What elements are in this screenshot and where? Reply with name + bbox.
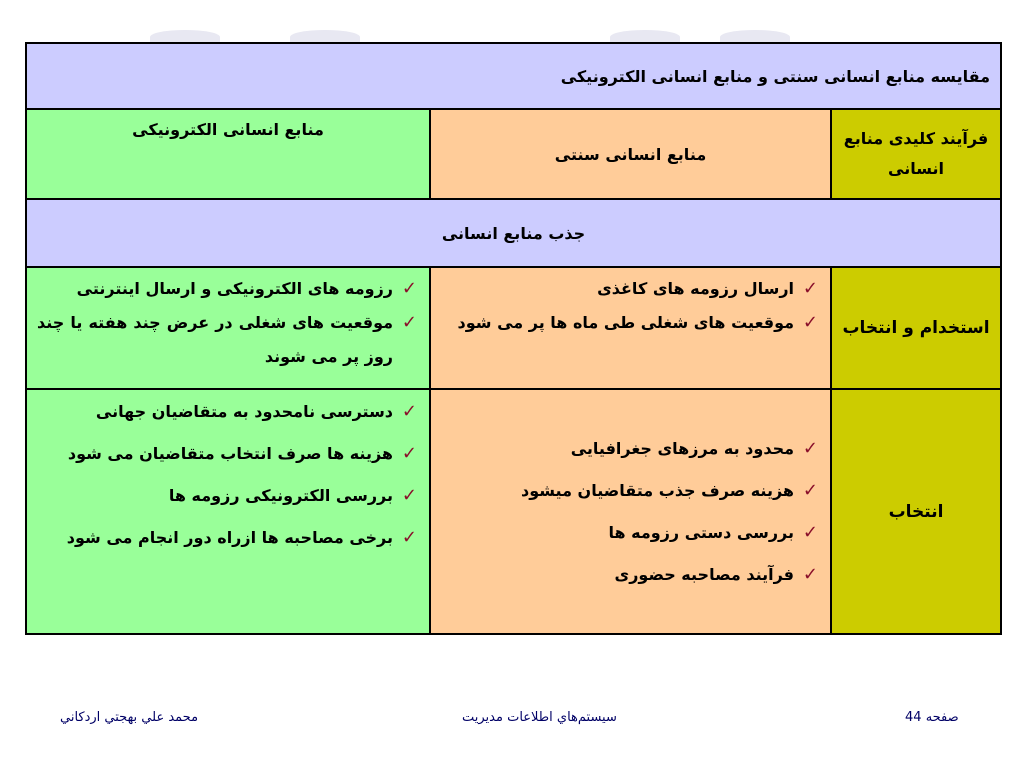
list-item-text: هزینه صرف جذب متقاضیان میشود [521,480,795,500]
electronic-cell [26,267,430,389]
checkmark-icon: ✓ [802,278,819,299]
row-key-cell: انتخاب [831,389,1001,634]
comparison-table [25,42,1002,635]
list-item [37,394,419,430]
checkmark-icon: ✓ [802,521,819,543]
checkmark-icon: ✓ [802,479,819,501]
checkmark-icon: ✓ [401,401,418,422]
list-item [37,272,419,306]
checkmark-icon: ✓ [401,443,418,464]
section-row [26,199,1001,267]
section-title: جذب منابع انسانی [26,199,1001,267]
checkmark-icon: ✓ [802,563,819,585]
checkmark-icon: ✓ [802,437,819,459]
checkmark-icon: ✓ [401,485,418,506]
header-electronic: منابع انسانی الکترونیکی [26,109,430,199]
list-item-text: بررسی دستی رزومه ها [608,522,795,542]
list-item-text: ارسال رزومه های کاغذی [597,279,795,298]
list-item [441,470,820,512]
checkmark-icon: ✓ [401,527,418,548]
checkmark-icon: ✓ [802,312,819,333]
electronic-cell [26,389,430,634]
checkmark-icon: ✓ [401,312,418,333]
header-row [26,109,1001,199]
list-item-text: محدود به مرزهای جغرافیایی [570,438,795,458]
table-row [26,267,1001,389]
list-item-text: بررسی الکترونیکی رزومه ها [168,486,394,505]
list-item-text: هزینه ها صرف انتخاب متقاضیان می شود [67,444,394,463]
list-item-text: موقعیت های شغلی در عرض چند هفته یا چند روز پر می شوند [37,313,394,366]
header-key-process: فرآیند کلیدی منابع انسانی [831,109,1001,199]
title-row [26,43,1001,109]
traditional-cell [430,389,831,634]
traditional-cell [430,267,831,389]
traditional-list [441,428,820,596]
list-item [37,478,419,514]
row-key-cell: استخدام و انتخاب [831,267,1001,389]
list-item [441,428,820,470]
list-item [37,436,419,472]
page-number: 44 [905,710,922,725]
footer-course: سيستم‌هاي اطلاعات مديريت [462,710,617,725]
list-item-text: موقعیت های شغلی طی ماه ها پر می شود [457,313,795,332]
list-item-text: دسترسی نامحدود به متقاضیان جهانی [95,402,394,421]
footer-author: محمد علي بهجتي اردكاني [60,710,199,725]
checkmark-icon: ✓ [401,278,418,299]
list-item [37,306,419,374]
list-item [441,554,820,596]
footer-page [905,710,959,725]
list-item [441,272,820,306]
list-item-text: فرآیند مصاحبه حضوری [614,564,795,584]
traditional-list [441,272,820,340]
electronic-list [37,394,419,556]
table-title: مقایسه منابع انسانی سنتی و منابع انسانی الکترونیکی [26,43,1001,109]
page-label: صفحه [925,710,959,725]
list-item [441,306,820,340]
electronic-list [37,272,419,374]
list-item [441,512,820,554]
list-item-text: برخی مصاحبه ها ازراه دور انجام می شود [66,528,394,547]
table-row [26,389,1001,634]
header-traditional: منابع انسانی سنتی [430,109,831,199]
list-item [37,520,419,556]
list-item-text: رزومه های الکترونیکی و ارسال اینترنتی [76,279,394,298]
